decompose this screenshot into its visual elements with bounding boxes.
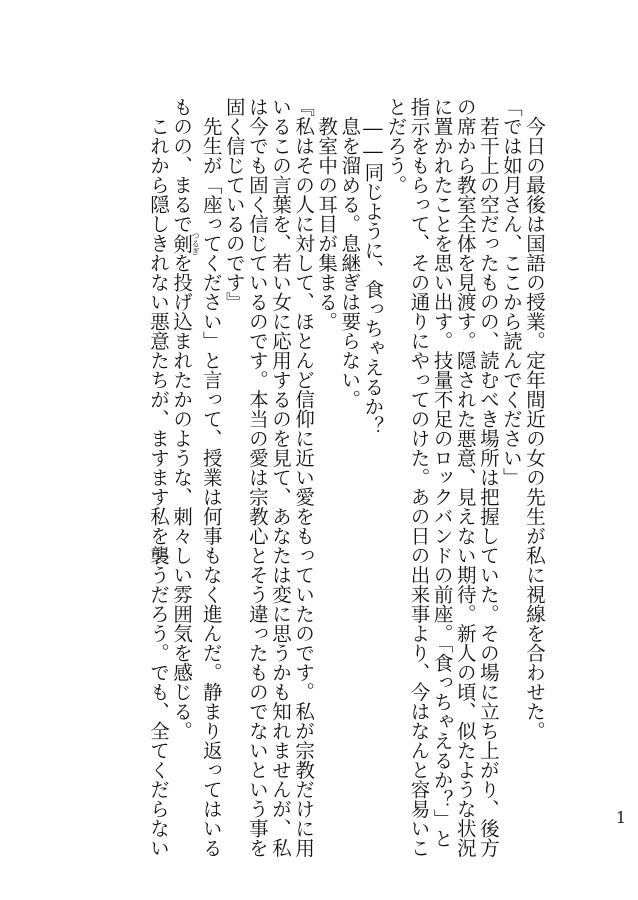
text-line: は今でも固く信じているのです。本当の愛は宗教心とそう違ったものでないという事を	[245, 97, 269, 858]
ruby-base: 剣	[170, 231, 194, 256]
ruby-annotation	[170, 231, 201, 256]
text-line: 指示をもらって、その通りにやってのけた。あの日の出来事より、今はなんと容易いこ	[407, 97, 431, 858]
text-line: とだろう。	[384, 97, 408, 195]
text-line: これから隠しきれない悪意たちが、ますます私を襲うだろう。でも、全てくだらない	[147, 97, 170, 858]
text-line: 教室中の耳目が集まる。	[315, 97, 339, 331]
text-line: 「では如月さん、ここから読んでください」	[499, 97, 523, 487]
text-line: ――同じように、食っちゃえるか？	[361, 97, 385, 436]
body-text	[147, 97, 546, 858]
text-line: 若干上の空だったものの、読むべき場所は把握していた。その場に立ち上がり、後方	[476, 97, 500, 858]
text-line-with-ruby	[170, 97, 200, 797]
text-line: 息を溜める。息継ぎは要らない。	[338, 97, 362, 409]
text-line: の席から教室全体を見渡す。隠された悪意、見えない期待。新人の頃、似たような状況	[453, 97, 477, 858]
text-segment: ものの、まるで	[170, 97, 194, 234]
text-line: 今日の最後は国語の授業。定年間近の女の先生が私に視線を合わせた。	[523, 97, 546, 741]
text-line: に置かれたことを思い出す。技量不足のロックバンドの前座。「食っちゃえるか？」と	[430, 97, 454, 848]
text-line: いるこの言葉を、若い女に応用するのを見て、あなたは変に思うかも知れませんが、私	[268, 97, 292, 858]
ruby-reading: つるぎ	[191, 231, 201, 256]
text-line: 固く信じているのです』	[222, 97, 246, 312]
text-segment: を投げ込まれたかのような、刺々しい雰囲気を感じる。	[170, 253, 194, 741]
text-line: 先生が「座ってください」と言って、授業は何事もなく進んだ。静まり返ってはいる	[199, 97, 223, 858]
text-line: 『私はその人に対して、ほとんど信仰に近い愛をもっていたのです。私が宗教だけに用	[292, 97, 316, 858]
page-number: 1	[615, 808, 626, 827]
